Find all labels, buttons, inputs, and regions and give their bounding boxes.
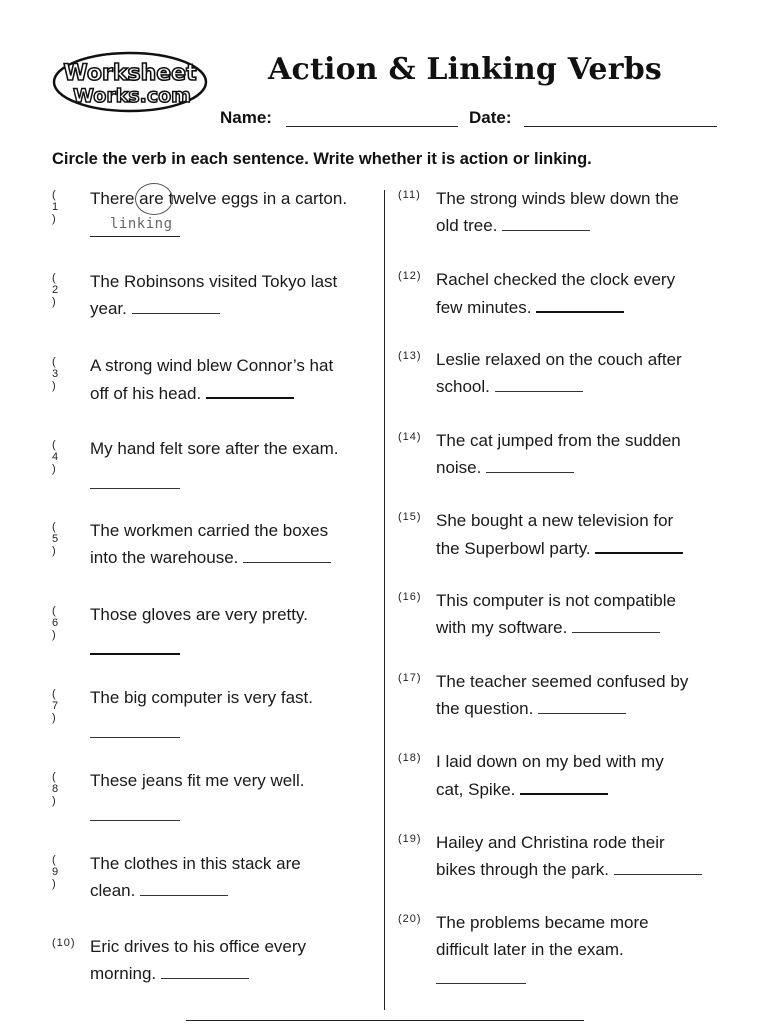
question-line: off of his head. [90,384,202,403]
question-text [436,909,649,992]
question-number: ( 8 ) [52,771,60,807]
answer-blank-7[interactable] [90,723,180,738]
name-label: Name: [220,108,272,127]
question-number: (12) [398,270,422,282]
date-label: Date: [469,108,512,127]
question-number: ( 7 ) [52,688,60,724]
column-divider [384,190,385,1010]
answer-blank-14[interactable] [486,454,574,473]
answer-blank-3[interactable] [206,379,294,399]
circled-verb [139,185,164,212]
answer-blank-1[interactable] [90,236,180,237]
answer-blank-20[interactable] [436,969,526,984]
answer-blank-6[interactable] [90,639,180,655]
example-text-after: twelve eggs in a carton. [163,189,348,208]
question-line: The strong winds blew down the [436,189,679,208]
question-number: ( 9 ) [52,854,60,890]
question-number: ( 5 ) [52,521,60,557]
question-text [90,517,331,571]
question-number: (18) [398,752,422,764]
question-number: ( 2 ) [52,272,60,308]
question-line: morning. [90,964,157,983]
question-text [90,352,333,407]
question-line: clean. [90,881,136,900]
answer-blank-18[interactable] [520,775,608,795]
footer-line [186,1020,584,1021]
question-number: ( 6 ) [52,605,60,641]
answer-blank-11[interactable] [502,212,590,231]
question-line: old tree. [436,216,498,235]
page-title: Action & Linking Verbs [268,52,662,87]
handwritten-answer: linking [110,216,173,232]
question-line: The workmen carried the boxes [90,521,329,540]
question-number: ( 1 ) [52,189,60,225]
worksheetworks-logo [52,50,210,114]
question-line: The problems became more [436,913,649,932]
question-number: ( 3 ) [52,356,60,392]
question-text [90,601,308,663]
question-line: The cat jumped from the sudden [436,431,681,450]
answer-blank-5[interactable] [243,544,331,563]
question-number: (13) [398,350,422,362]
question-text [90,268,337,322]
answer-blank-15[interactable] [595,534,683,554]
question-text [436,829,702,883]
logo-text-top: Worksheet [63,61,197,86]
question-number: (10) [52,937,76,949]
question-number: (14) [398,431,422,443]
question-line: Those gloves are very pretty. [90,605,308,624]
question-number: (17) [398,672,422,684]
instructions: Circle the verb in each sentence. Write whether it is action or linking. [52,150,592,168]
question-line: the Superbowl party. [436,539,591,558]
question-line: noise. [436,458,482,477]
question-text [436,507,683,562]
answer-blank-19[interactable] [614,856,702,875]
question-number: (19) [398,833,422,845]
question-text [90,684,313,746]
question-line: The big computer is very fast. [90,688,313,707]
question-text [90,933,306,987]
question-line: bikes through the park. [436,860,609,879]
question-text [436,427,681,481]
logo-text-bottom: Works.com [73,85,191,107]
question-line: Eric drives to his office every [90,937,307,956]
question-text [436,185,679,239]
question-line: Leslie relaxed on the couch after [436,350,682,369]
question-line: difficult later in the exam. [436,940,624,959]
question-line: I laid down on my bed with my [436,752,664,771]
question-line: into the warehouse. [90,548,239,567]
question-text [90,185,347,212]
question-line: cat, Spike. [436,780,516,799]
answer-blank-4[interactable] [90,474,180,489]
logo-graphic [52,50,210,114]
question-text [436,668,688,722]
question-text [90,850,301,904]
date-field[interactable] [524,126,717,127]
question-text [436,587,676,641]
question-line: She bought a new television for [436,511,674,530]
question-number: (20) [398,913,422,925]
example-text-before: There [90,189,140,208]
question-number: (16) [398,591,422,603]
question-number: (11) [398,189,421,201]
question-line: Rachel checked the clock every [436,270,676,289]
answer-blank-8[interactable] [90,806,180,821]
question-line: year. [90,299,127,318]
question-text [90,767,304,829]
answer-blank-13[interactable] [495,373,583,392]
question-text [436,748,664,803]
answer-blank-9[interactable] [140,877,228,896]
name-field[interactable] [286,126,458,127]
answer-blank-10[interactable] [161,960,249,979]
answer-blank-16[interactable] [572,614,660,633]
answer-blank-2[interactable] [132,295,220,314]
answer-blank-12[interactable] [536,293,624,313]
question-line: few minutes. [436,298,532,317]
question-line: The clothes in this stack are [90,854,301,873]
question-line: the question. [436,699,534,718]
pen-circle [135,183,173,215]
question-line: These jeans fit me very well. [90,771,305,790]
question-line: The teacher seemed confused by [436,672,689,691]
question-text [436,266,675,321]
question-line: school. [436,377,490,396]
question-line: with my software. [436,618,568,637]
answer-blank-17[interactable] [538,695,626,714]
question-text [90,435,339,497]
question-number: (15) [398,511,422,523]
question-line: A strong wind blew Connor’s hat [90,356,334,375]
question-line: Hailey and Christina rode their [436,833,665,852]
question-line: The Robinsons visited Tokyo last [90,272,338,291]
question-line: This computer is not compatible [436,591,676,610]
question-number: ( 4 ) [52,439,60,475]
question-text [436,346,682,400]
question-line: My hand felt sore after the exam. [90,439,339,458]
circled-verb-text: are [139,189,164,208]
